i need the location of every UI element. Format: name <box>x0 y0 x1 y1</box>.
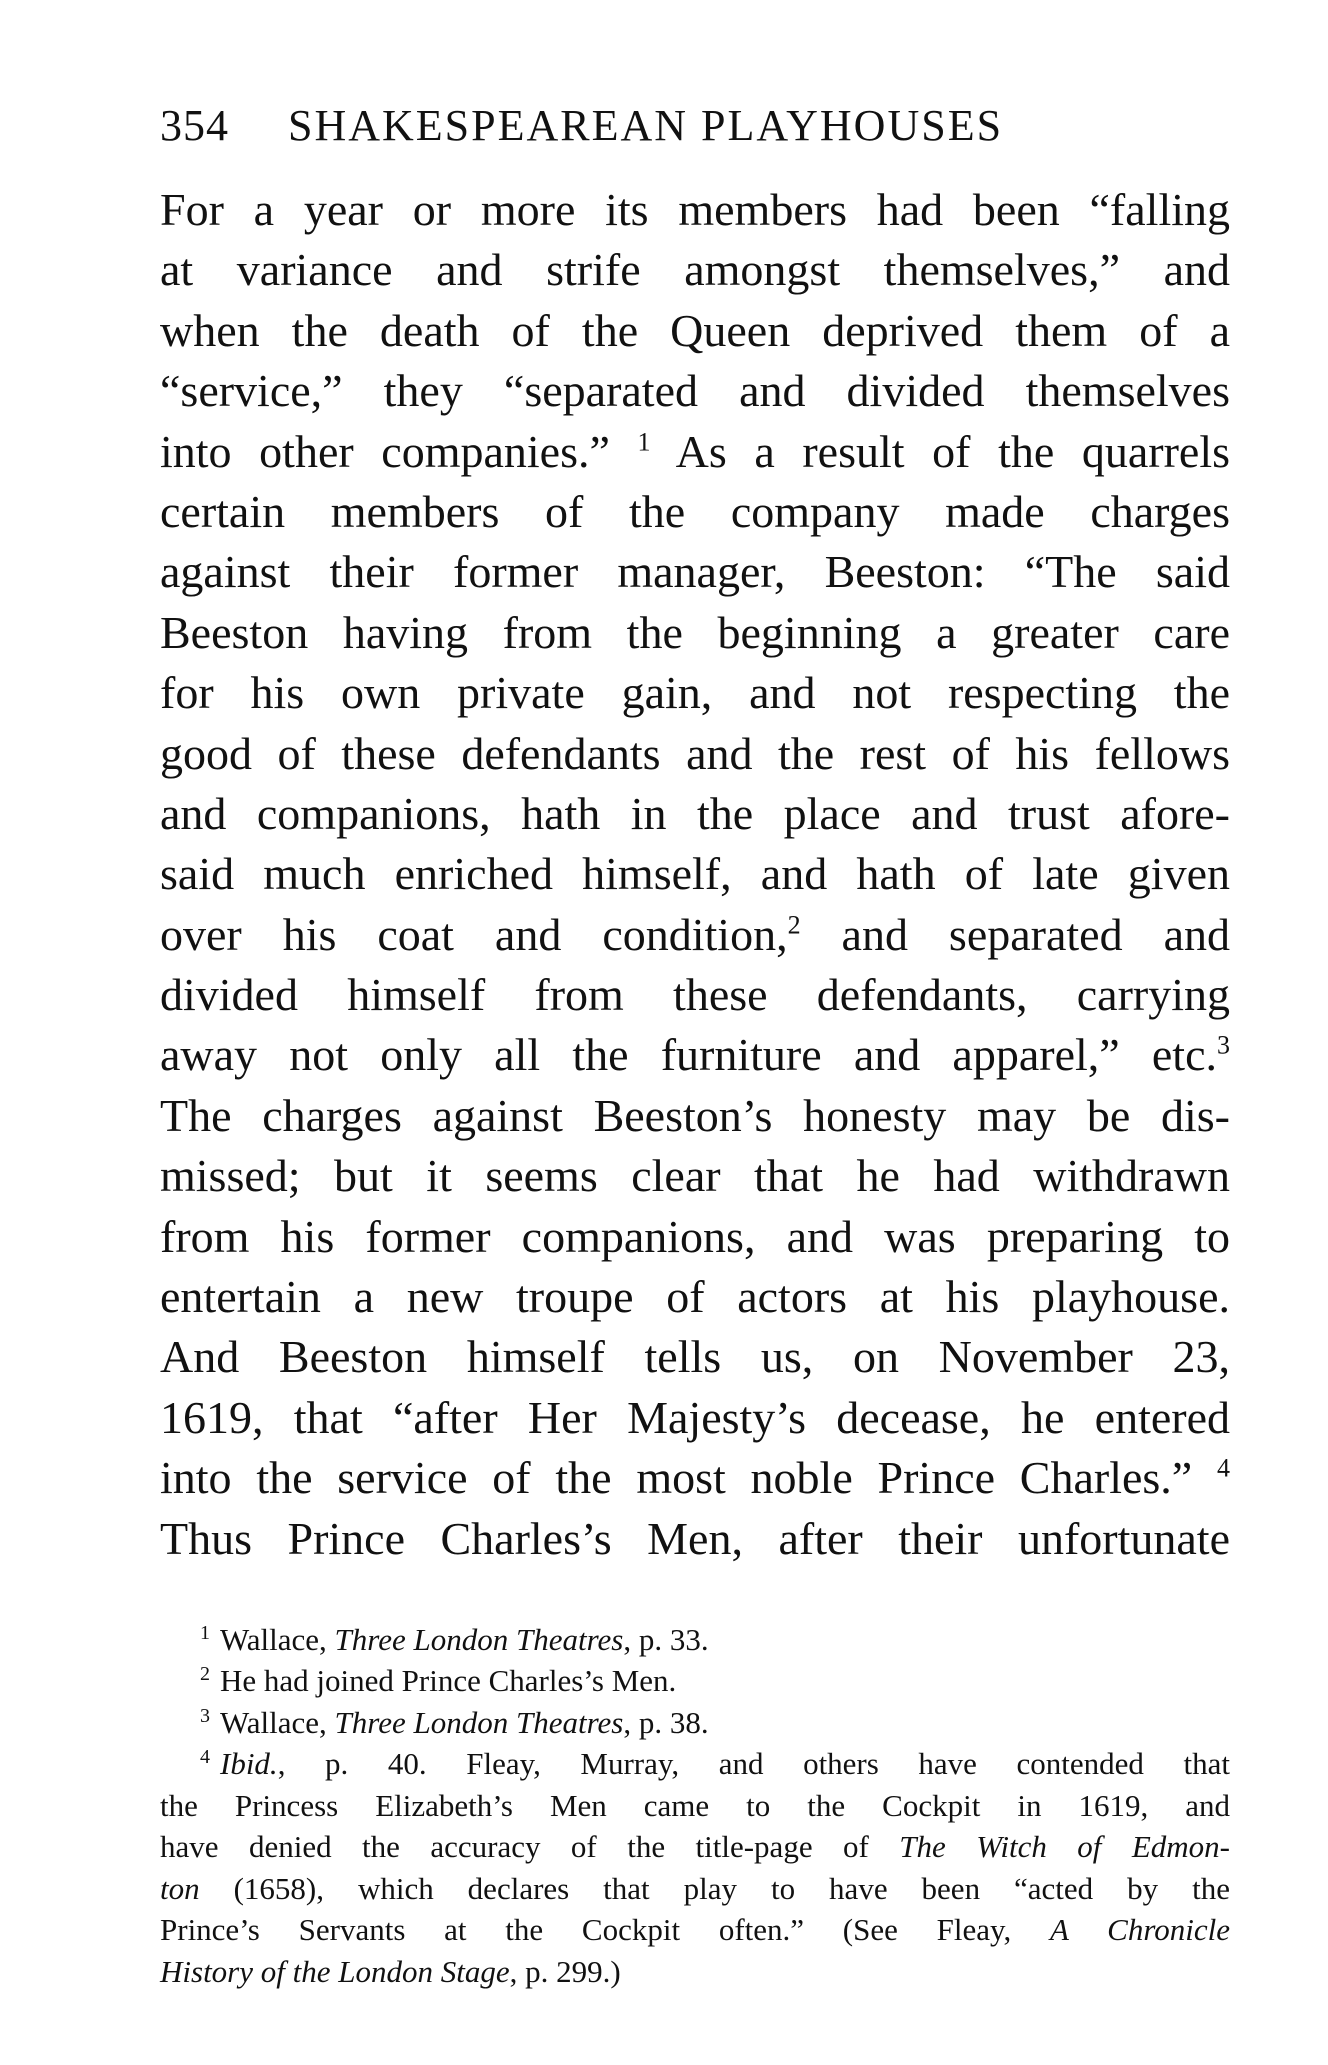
text-line: when the death of the Queen deprived them of a <box>160 304 1230 356</box>
footnote-1: $^1$ Wallace, Three London Theatres, p. 33. <box>200 1621 709 1657</box>
text-line: away not only all the furniture and apparel,” etc.$^3$ <box>160 1029 1230 1081</box>
text-line: and companions, hath in the place and trust afore- <box>160 787 1230 839</box>
footnote-ref: 1 <box>637 427 651 457</box>
footnote-4-line: ton (1658), which declares that play to have been “acted by the <box>160 1870 1230 1906</box>
text-line: entertain a new troupe of actors at his playhouse. <box>160 1271 1230 1323</box>
footnote-2: $^2$ He had joined Prince Charles’s Men. <box>200 1663 677 1699</box>
text-line: “service,” they “separated and divided themselves <box>160 365 1230 417</box>
body-text <box>160 180 1230 1569</box>
text-line: 1619, that “after Her Majesty’s decease, he entered <box>160 1391 1230 1443</box>
text-line: at variance and strife amongst themselves,” and <box>160 244 1230 296</box>
text-line: into the service of the most noble Prince Charles.” $^4$ <box>160 1452 1230 1504</box>
text-line: For a year or more its members had been “falling <box>160 184 1230 235</box>
text-line: into other companies.” $^1$ As a result of the quarrels <box>160 425 1231 477</box>
text-line: certain members of the company made charges <box>160 485 1230 537</box>
footnote-4-line: have denied the accuracy of the title-page of The Witch of Edmon- <box>160 1829 1230 1865</box>
text-line: divided himself from these defendants, carrying <box>160 969 1230 1021</box>
footnote-4-line: History of the London Stage, p. 299.) <box>160 1953 621 1989</box>
footnote-4: $^4$ Ibid., p. 40. Fleay, Murray, and others have contended that <box>200 1746 1230 1782</box>
text-line: said much enriched himself, and hath of late given <box>160 848 1230 900</box>
text-line: Thus Prince Charles’s Men, after their unfortunate <box>160 1512 1230 1564</box>
footnote-4-line: Prince’s Servants at the Cockpit often.” (See Fleay, A Chronicle <box>160 1912 1231 1948</box>
text-line: Beeston having from the beginning a greater care <box>160 606 1230 658</box>
text-line: missed; but it seems clear that he had withdrawn <box>160 1150 1230 1202</box>
text-line: The charges against Beeston’s honesty may be dis- <box>160 1089 1230 1141</box>
page-header <box>160 100 1230 170</box>
text-line: from his former companions, and was preparing to <box>160 1210 1230 1262</box>
text-line: And Beeston himself tells us, on November 23, <box>160 1331 1230 1383</box>
page-number: 354 <box>160 101 229 150</box>
book-page <box>160 100 1230 1992</box>
footnote-3: $^3$ Wallace, Three London Theatres, p. 38. <box>200 1704 709 1740</box>
footnote-ref: 4 <box>1217 1453 1230 1483</box>
footnote-4-line: the Princess Elizabeth’s Men came to the Cockpit in 1619, and <box>160 1787 1230 1823</box>
footnote-ref: 3 <box>1217 1031 1230 1061</box>
footnotes <box>160 1619 1230 1993</box>
text-line: over his coat and condition,$^2$ and separated and <box>160 908 1230 960</box>
text-line: for his own private gain, and not respecting the <box>160 667 1230 719</box>
running-title: SHAKESPEAREAN PLAYHOUSES <box>288 101 1004 150</box>
text-line: against their former manager, Beeston: “The said <box>160 546 1230 598</box>
text-line: good of these defendants and the rest of his fellows <box>160 727 1230 779</box>
footnote-ref: 2 <box>787 910 801 940</box>
